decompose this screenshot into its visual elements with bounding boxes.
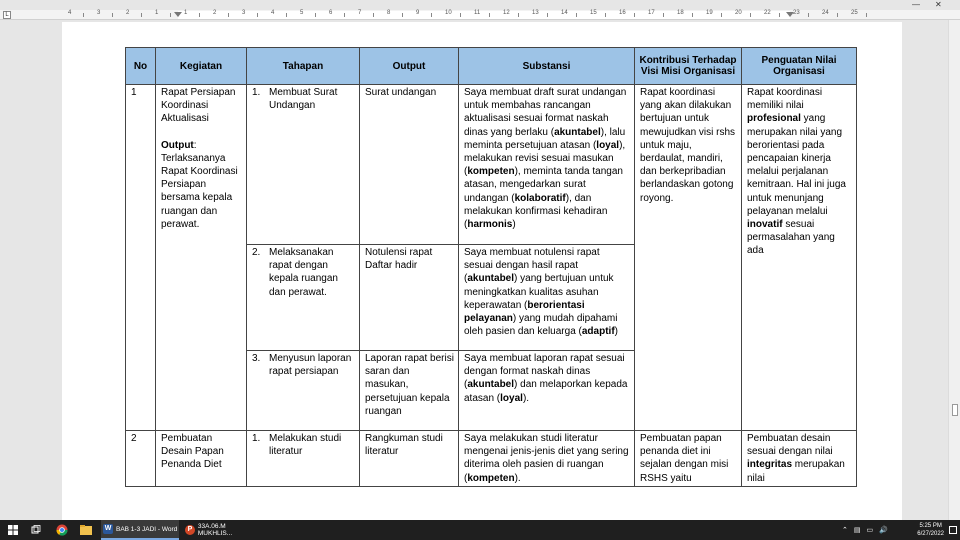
- ruler-label: 1: [184, 10, 188, 16]
- row1-step2-substansi: Saya membuat notulensi rapat sesuai dengan hasil rapat (akuntabel) yang bertujuan untuk meningkatkan kualitas asuhan keperawatan (berorientasi pelayanan) yang mudah dipahami oleh pasien dan keluarga (adaptif): [459, 245, 635, 351]
- ruler-label: 4: [68, 10, 72, 16]
- ruler-tick: [866, 13, 867, 17]
- ruler-tick: [141, 13, 142, 17]
- row1-step2-number: 2.: [252, 247, 261, 258]
- row1-step3-tahapan: Menyusun laporan rapat persiapan: [269, 353, 352, 378]
- window-close-button[interactable]: ✕: [935, 0, 942, 9]
- system-tray: [842, 520, 888, 540]
- task-view-icon[interactable]: [31, 525, 41, 535]
- row2-kegiatan: Pembuatan Desain Papan Penanda Diet: [156, 431, 247, 487]
- ruler-label: 23: [793, 10, 800, 16]
- ruler-label: 2: [126, 10, 130, 16]
- clock-time: 5:25 PM: [919, 523, 942, 529]
- row2-step1-substansi: Saya melakukan studi literatur mengenai jenis-jenis diet yang sering diterima oleh pasien di ruangan (kompeten).: [459, 431, 635, 487]
- row1-step1-tahapan: Membuat Surat Undangan: [269, 87, 338, 112]
- battery-icon[interactable]: ▭: [866, 527, 874, 534]
- row2-step1-tahapan-cell: [247, 431, 360, 487]
- bold-value: inovatif: [747, 219, 783, 231]
- ruler-tick: [112, 13, 113, 17]
- chevron-up-icon[interactable]: ⌃: [842, 527, 848, 534]
- taskbar: [0, 520, 960, 540]
- ruler-tick: [373, 13, 374, 17]
- ruler-label: 25: [851, 10, 858, 16]
- ruler-tick: [750, 13, 751, 17]
- row1-step2-tahapan: Melaksanakan rapat dengan kepala ruangan dan perawat.: [269, 247, 338, 298]
- left-indent-marker[interactable]: [174, 12, 182, 17]
- bold-value: profesional: [747, 113, 801, 125]
- ruler-label: 14: [561, 10, 568, 16]
- ruler-text-area: [178, 11, 790, 19]
- chrome-icon[interactable]: [56, 524, 68, 536]
- ruler-label: 1: [155, 10, 159, 16]
- row1-step2-output: Notulensi rapat Daftar hadir: [360, 245, 459, 351]
- bold-value: adaptif: [581, 326, 615, 338]
- header-kontribusi: Kontribusi Terhadap Visi Misi Organisasi: [635, 48, 742, 85]
- ruler-label: 13: [532, 10, 539, 16]
- powerpoint-icon: P: [185, 525, 195, 535]
- row1-step1-tahapan-cell: [247, 85, 360, 245]
- horizontal-ruler[interactable]: [0, 10, 960, 20]
- table-header-row: [126, 48, 857, 85]
- ruler-label: 12: [503, 10, 510, 16]
- row2-step1-number: 1.: [252, 433, 261, 444]
- ruler-tick: [779, 13, 780, 17]
- ruler-label: 16: [619, 10, 626, 16]
- ruler-tick: [605, 13, 606, 17]
- clock-date: 6/27/2022: [917, 531, 944, 537]
- bold-value: harmonis: [467, 219, 513, 231]
- ruler-label: 22: [764, 10, 771, 16]
- taskbar-app-word-label: BAB 1-3 JADI - Word: [116, 525, 178, 533]
- taskbar-app-word[interactable]: [101, 520, 179, 540]
- window-minimize-button[interactable]: —: [912, 0, 920, 9]
- header-kegiatan: Kegiatan: [156, 48, 247, 85]
- row2-step1-output: Rangkuman studi literatur: [360, 431, 459, 487]
- ruler-tick: [170, 13, 171, 17]
- ruler-tick: [257, 13, 258, 17]
- ruler-label: 6: [329, 10, 333, 16]
- row1-output-line: Output:: [161, 139, 197, 151]
- row1-step1-output: Surat undangan: [360, 85, 459, 245]
- ruler-label: 24: [822, 10, 829, 16]
- row1-step3-output: Laporan rapat berisi saran dan masukan, persetujuan kepala ruangan: [360, 351, 459, 431]
- ruler-tick: [402, 13, 403, 17]
- notifications-icon[interactable]: [949, 526, 957, 534]
- header-no: No: [126, 48, 156, 85]
- bold-value: loyal: [596, 139, 620, 151]
- row2-penguatan: Pembuatan desain sesuai dengan nilai integritas merupakan nilai: [742, 431, 857, 487]
- row1-step3-substansi: Saya membuat laporan rapat sesuai dengan format naskah dinas (akuntabel) dan melaporkan kepada atasan (loyal).: [459, 351, 635, 431]
- ruler-label: 17: [648, 10, 655, 16]
- ruler-tick: [199, 13, 200, 17]
- ruler-tick: [315, 13, 316, 17]
- taskbar-app-powerpoint[interactable]: [183, 520, 261, 540]
- ruler-tick: [83, 13, 84, 17]
- ruler-label: 10: [445, 10, 452, 16]
- ruler-label: 20: [735, 10, 742, 16]
- ruler-label: 3: [242, 10, 246, 16]
- ruler-tick: [344, 13, 345, 17]
- header-substansi: Substansi: [459, 48, 635, 85]
- tab-selector[interactable]: L: [3, 11, 11, 19]
- ruler-tick: [692, 13, 693, 17]
- ruler-label: 18: [677, 10, 684, 16]
- ruler-tick: [431, 13, 432, 17]
- ruler-tick: [634, 13, 635, 17]
- ruler-tick: [518, 13, 519, 17]
- file-explorer-icon[interactable]: [80, 525, 92, 535]
- row1-step2-tahapan-cell: [247, 245, 360, 351]
- bold-value: akuntabel: [467, 379, 515, 391]
- row1-step1-number: 1.: [252, 87, 261, 98]
- ruler-label: 7: [358, 10, 362, 16]
- header-tahapan: Tahapan: [247, 48, 360, 85]
- ruler-tick: [489, 13, 490, 17]
- volume-icon[interactable]: 🔊: [879, 527, 888, 534]
- scrollbar-thumb[interactable]: [952, 404, 958, 416]
- ruler-tick: [808, 13, 809, 17]
- clock[interactable]: [917, 522, 944, 538]
- row1-output-text: Terlaksananya Rapat Koordinasi Persiapan bersama kepala ruangan dan perawat.: [161, 152, 238, 230]
- ruler-tick: [286, 13, 287, 17]
- taskbar-app-powerpoint-label: 33A.06.M MUKHLIS...: [197, 523, 233, 537]
- row1-no: 1: [126, 85, 156, 431]
- bold-value: kompeten: [467, 472, 515, 484]
- ruler-label: 2: [213, 10, 217, 16]
- ruler-label: 15: [590, 10, 597, 16]
- bold-value: kompeten: [467, 166, 515, 178]
- ruler-tick: [663, 13, 664, 17]
- ruler-label: 4: [271, 10, 275, 16]
- bold-value: kolaboratif: [514, 192, 566, 204]
- ruler-label: 11: [474, 10, 481, 16]
- header-output: Output: [360, 48, 459, 85]
- ruler-tick: [547, 13, 548, 17]
- bold-value: akuntabel: [554, 126, 601, 138]
- ruler-tick: [837, 13, 838, 17]
- word-icon: W: [104, 525, 112, 532]
- ruler-tick: [721, 13, 722, 17]
- row2-kontribusi: Pembuatan papan penanda diet ini sejalan dengan misi RSHS yaitu: [635, 431, 742, 487]
- bold-value: berorientasi pelayanan: [464, 299, 585, 325]
- ruler-label: 9: [416, 10, 420, 16]
- vertical-scrollbar[interactable]: [948, 20, 960, 520]
- header-penguatan: Penguatan Nilai Organisasi: [742, 48, 857, 85]
- bold-value: akuntabel: [467, 273, 515, 285]
- bold-value: loyal: [500, 392, 523, 404]
- ruler-label: 3: [97, 10, 101, 16]
- row1-step3-tahapan-cell: [247, 351, 360, 431]
- row1-output-label: Output: [161, 139, 194, 151]
- row2-step1-tahapan: Melakukan studi literatur: [269, 433, 342, 458]
- table-row: [126, 85, 857, 245]
- windows-start-icon[interactable]: [8, 525, 18, 535]
- ruler-tick: [460, 13, 461, 17]
- table-row: [126, 431, 857, 487]
- network-icon[interactable]: ▤: [853, 527, 861, 534]
- row1-step1-substansi: Saya membuat draft surat undangan untuk membahas rancangan aktualisasi sesuai format naskah dinas yang berlaku (akuntabel), lalu meminta persetujuan atasan (loyal), melakukan revisi sesuai masukan (kompeten), meminta tanda tangan atasan, mengedarkan surat undangan (kolaboratif), dan melakukan konfirmasi kehadiran (harmonis): [459, 85, 635, 245]
- ruler-label: 19: [706, 10, 713, 16]
- bold-value: integritas: [747, 459, 793, 471]
- row1-kegiatan-cell: [156, 85, 247, 431]
- ruler-tick: [228, 13, 229, 17]
- row2-no: 2: [126, 431, 156, 487]
- row1-kegiatan: Rapat Persiapan Koordinasi Aktualisasi: [161, 87, 236, 125]
- ruler-tick: [576, 13, 577, 17]
- row1-kontribusi: Rapat koordinasi yang akan dilakukan bertujuan untuk mewujudkan visi rshs untuk maju, berdaulat, mandiri, dan berkepribadian berlandaskan gotong royong.: [635, 85, 742, 431]
- aktualisasi-table: [125, 47, 857, 487]
- row1-step3-number: 3.: [252, 353, 261, 364]
- ruler-label: 5: [300, 10, 304, 16]
- row1-penguatan: Rapat koordinasi memiliki nilai profesional yang merupakan nilai yang berorientasi pada pencapaian kinerja melalui perjalanan kemitraan. Hal ini juga untuk menunjang pelayanan melalui inovatif sesuai permasalahan yang ada: [742, 85, 857, 431]
- ruler-label: 8: [387, 10, 391, 16]
